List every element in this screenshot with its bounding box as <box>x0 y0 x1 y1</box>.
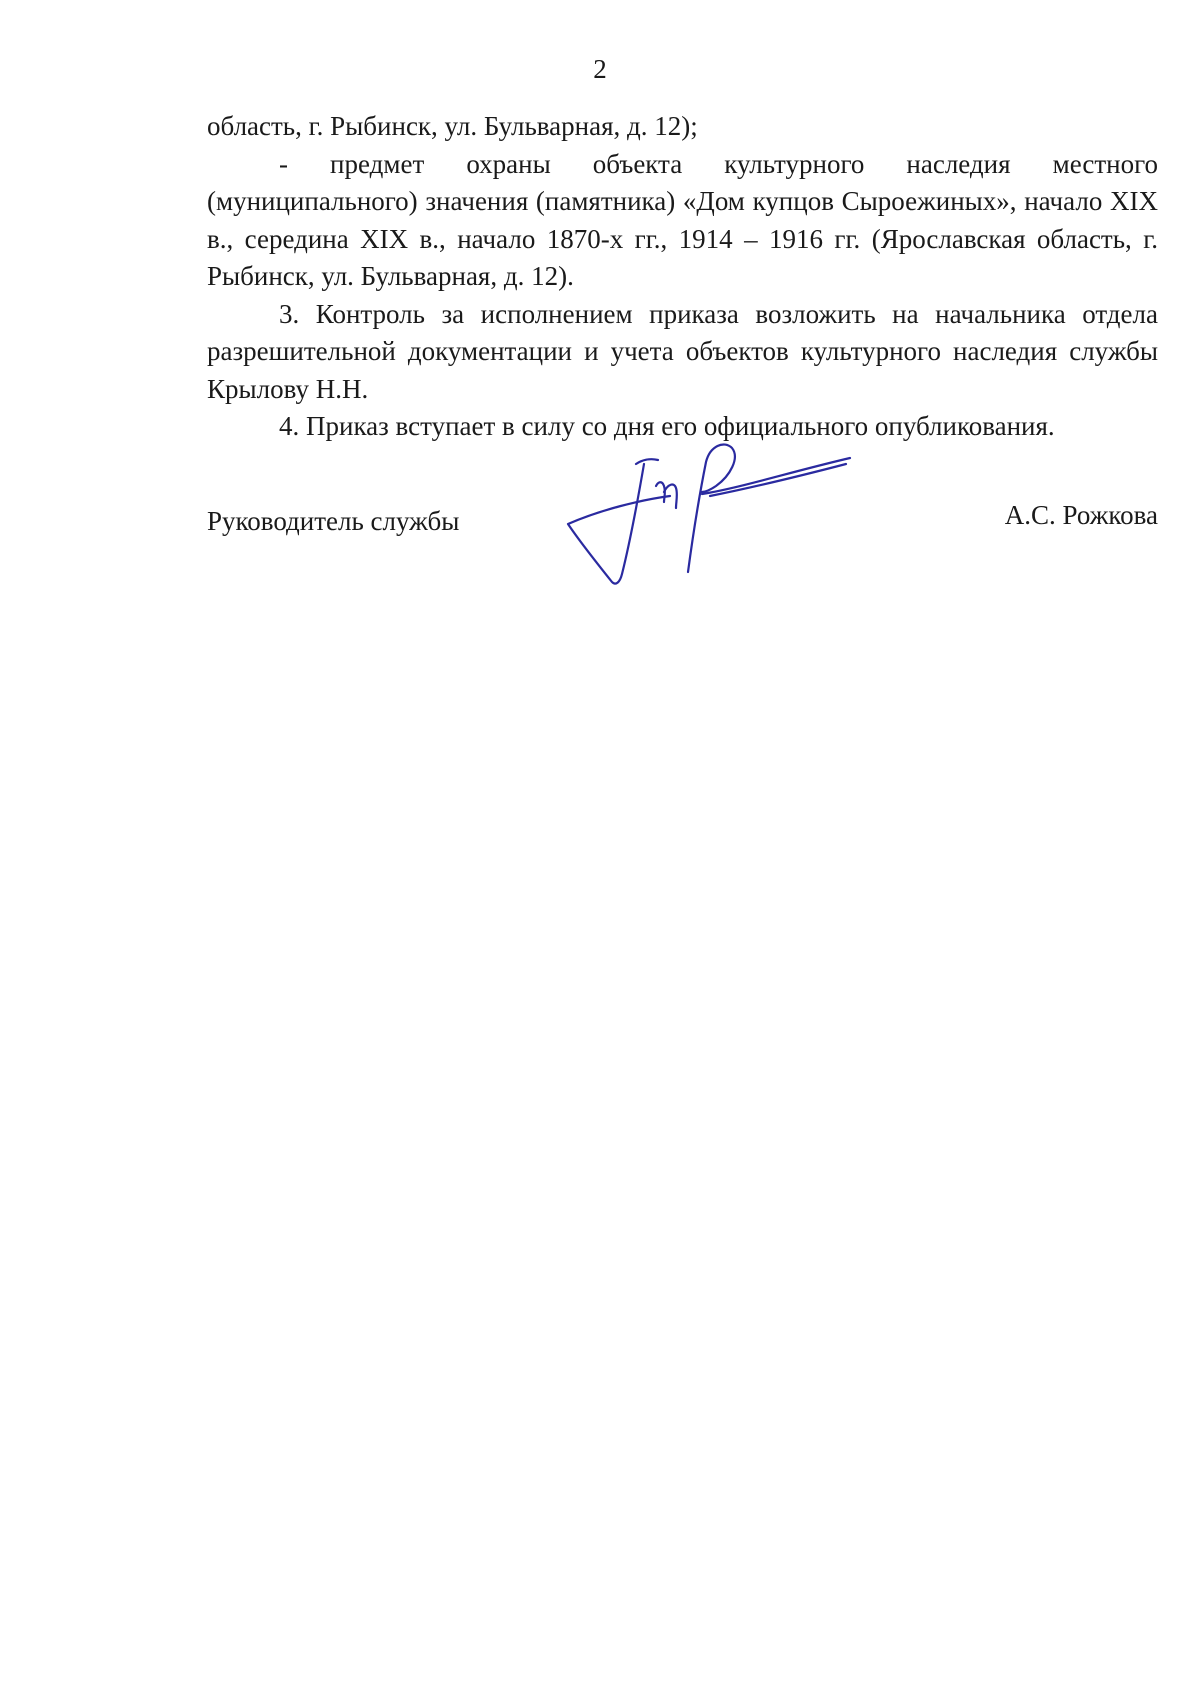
signatory-title: Руководитель службы <box>207 506 460 536</box>
document-body <box>207 108 1158 446</box>
paragraph-effective-date: 4. Приказ вступает в силу со дня его официального опубликования. <box>279 411 1055 441</box>
paragraph-control: 3. Контроль за исполнением приказа возложить на начальника отдела разрешительной документации и учета объектов культурного наследия службы Крылову Н.Н. <box>207 298 1158 404</box>
handwritten-signature <box>560 442 860 602</box>
page-number: 2 <box>593 54 607 84</box>
paragraph-protection-subject: - предмет охраны объекта культурного наследия местного (муниципального) значения (памятника) «Дом купцов Сыроежиных», начало XIX в., середина XIX в., начало 1870-х гг., 1914 – 1916 гг. (Ярославская область, г. Рыбинск, ул. Бульварная, д. 12). <box>207 148 1158 291</box>
paragraph-continuation: область, г. Рыбинск, ул. Бульварная, д. 12); <box>207 111 698 141</box>
signatory-name: А.С. Рожкова <box>1004 500 1158 530</box>
